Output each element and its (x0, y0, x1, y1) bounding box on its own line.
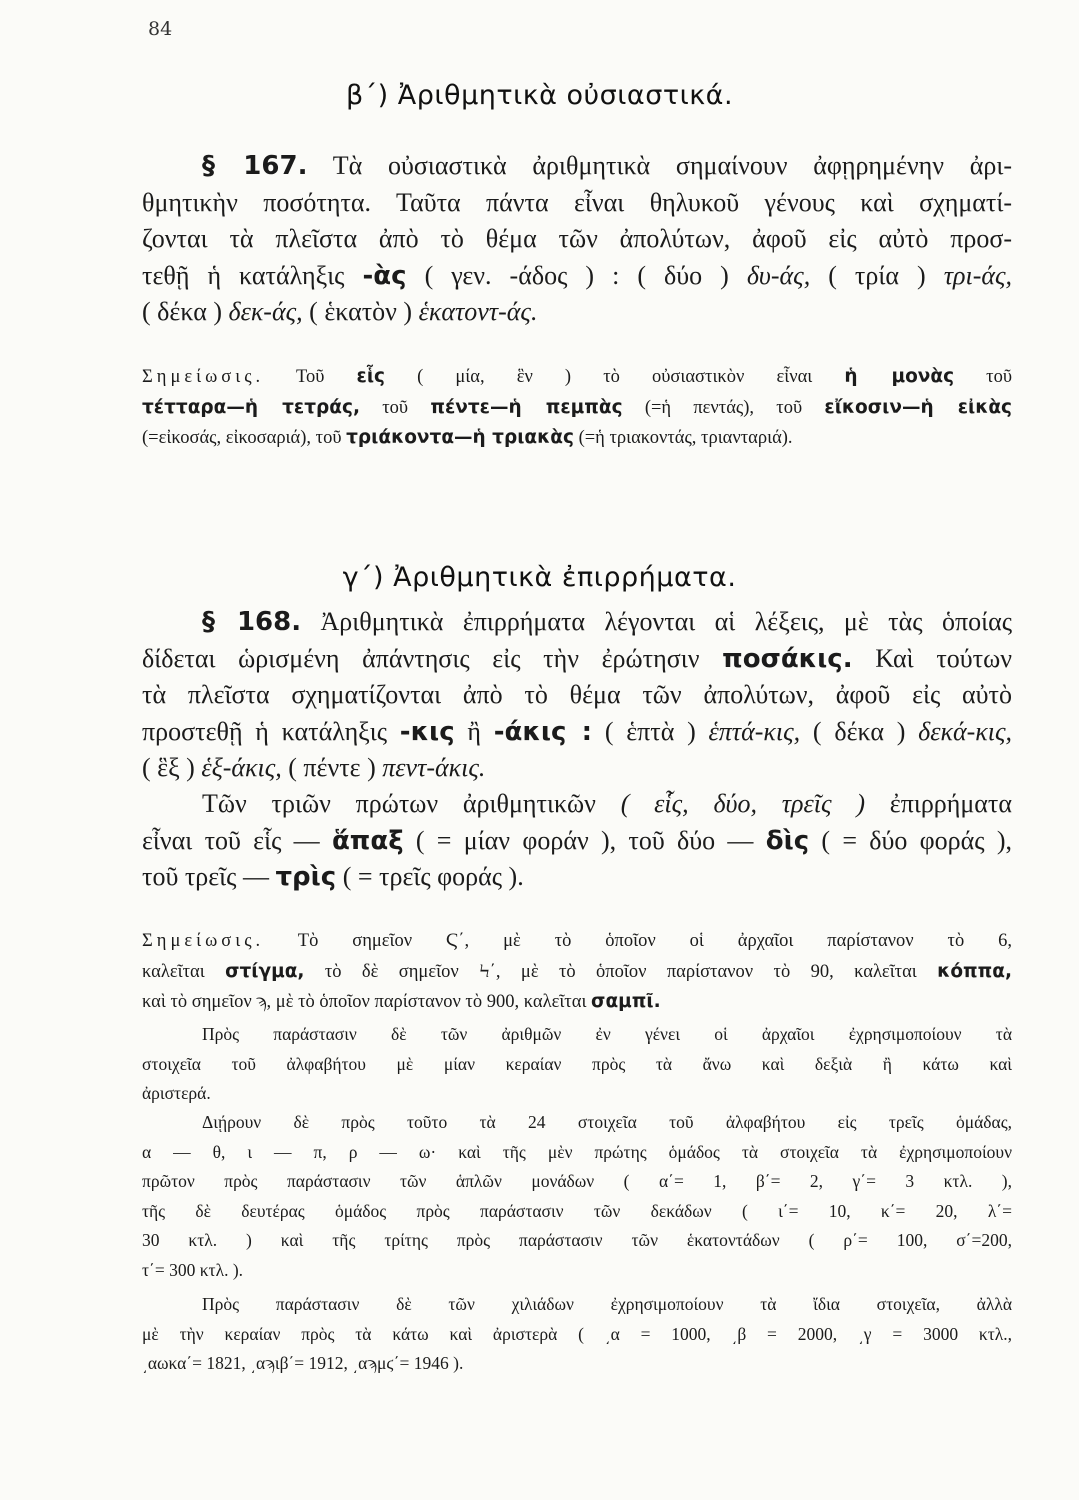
paragraph-167: § 167. Τὰ οὐσιαστικὰ ἀριθμητικὰ σημαίνουν ἀφῃρημένην ἀρι- θμητικὴν ποσότητα. Ταῦτα πάντα εἶναι θηλυκοῦ γένους καὶ σχηματί- ζονται τὰ πλεῖστα ἀπὸ τὸ θέμα τῶν ἀπολύτων, ἀφοῦ εἰς αὐτὸ προσ- τεθῇ ἡ κατάληξις -ὰς ( γεν. -άδος ) : ( δύο ) δυ-άς, ( τρία ) τρι-άς, ( δέκα ) δεκ-άς, ( ἑκατὸν ) ἑκατοντ-άς. (142, 151, 1013, 326)
note-paragraph-2: Σημείωσις. Τὸ σημεῖον Ϛ΄, μὲ τὸ ὁποῖον οἱ ἀρχαῖοι παρίστανον τὸ 6, καλεῖται στίγμα, τὸ δὲ σημεῖον Ϟ΄, μὲ τὸ ὁποῖον παρίστανον τὸ 90, καλεῖται κόππα, καὶ τὸ σημεῖον ϡ, μὲ τὸ ὁποῖον παρίστανον τὸ 900, καλεῖται σαμπῖ. (142, 931, 1013, 1012)
note-label: Σημείωσις. (142, 931, 265, 951)
paragraph-168-continued: Τῶν τριῶν πρώτων ἀριθμητικῶν ( εἷς, δύο, τρεῖς ) ἐπιρρήματα εἶναι τοῦ εἷς — ἅπαξ ( = μίαν φοράν ), τοῦ δύο — δὶς ( = δύο φοράς ), τοῦ τρεῖς — τρὶς ( = τρεῖς φοράς ). (142, 789, 1013, 892)
section-heading-beta: β΄) Ἀριθμητικὰ οὐσιαστικά. (345, 80, 734, 111)
section-heading-gamma: γ΄) Ἀριθμητικὰ ἐπιρρήματα. (342, 562, 737, 593)
note-paragraph-3: Πρὸς παράστασιν δὲ τῶν ἀριθμῶν ἐν γένει οἱ ἀρχαῖοι ἐχρησιμοποίουν τὰ στοιχεῖα τοῦ ἀλφαβήτου μὲ μίαν κεραίαν πρὸς τὰ ἄνω καὶ δεξιὰ ἢ κάτω καὶ ἀριστερά. (142, 1024, 1012, 1103)
section-number: § 167. (202, 151, 308, 181)
note-label: Σημείωσις. (142, 367, 265, 387)
section-number: § 168. (202, 607, 302, 637)
note-paragraph-4: Διῄρουν δὲ πρὸς τοῦτο τὰ 24 στοιχεῖα τοῦ ἀλφαβήτου εἰς τρεῖς ὁμάδας, α — θ, ι — π, ρ — ω· καὶ τῆς μὲν πρώτης ὁμάδος τὰ στοιχεῖα τὰ ἐχρησιμοποίουν πρῶτον πρὸς παράστασιν τῶν ἁπλῶν μονάδων ( α΄= 1, β΄= 2, γ΄= 3 κτλ. ), τῆς δὲ δευτέρας ὁμάδος πρὸς παράστασιν τῶν δεκάδων ( ι΄= 10, κ΄= 20, λ΄= 30 κτλ. ) καὶ τῆς τρίτης πρὸς παράστασιν τῶν ἑκατοντάδων ( ρ΄= 100, σ΄=200, τ΄= 300 κτλ. ). (142, 1112, 1012, 1280)
note-paragraph-5: Πρὸς παράστασιν δὲ τῶν χιλιάδων ἐχρησιμοποίουν τὰ ἴδια στοιχεῖα, ἀλλὰ μὲ τὴν κεραίαν πρὸς τὰ κάτω καὶ ἀριστερὰ ( ͵α = 1000, ͵β = 2000, ͵γ = 3000 κτλ., ͵αωκα΄= 1821, ͵αϡιβ΄= 1912, ͵αϡμϛ΄= 1946 ). (142, 1294, 1012, 1373)
page-number: 84 (148, 18, 173, 40)
note-paragraph-1: Σημείωσις. Τοῦ εἷς ( μία, ἓν ) τὸ οὐσιαστικὸν εἶναι ἡ μονὰς τοῦ τέτταρα—ἡ τετράς, τοῦ πέντε—ἡ πεμπὰς (=ἡ πεντάς), τοῦ εἴκοσιν—ἡ εἰκὰς (=εἰκοσάς, εἰκοσαριά), τοῦ τριάκοντα—ἡ τριακὰς (=ἡ τριακοντάς, τριανταριά). (142, 366, 1013, 448)
paragraph-168: § 168. Ἀριθμητικὰ ἐπιρρήματα λέγονται αἱ λέξεις, μὲ τὰς ὁποίας δίδεται ὡρισμένη ἀπάντησις εἰς τὴν ἐρώτησιν ποσάκις. Καὶ τούτων τὰ πλεῖστα σχηματίζονται ἀπὸ τὸ θέμα τῶν ἀπολύτων, ἀφοῦ εἰς αὐτὸ προστεθῇ ἡ κατάληξις -κις ἢ -άκις : ( ἑπτὰ ) ἑπτά-κις, ( δέκα ) δεκά-κις, ( ἓξ ) ἑξ-άκις, ( πέντε ) πεντ-άκις. (142, 607, 1013, 782)
